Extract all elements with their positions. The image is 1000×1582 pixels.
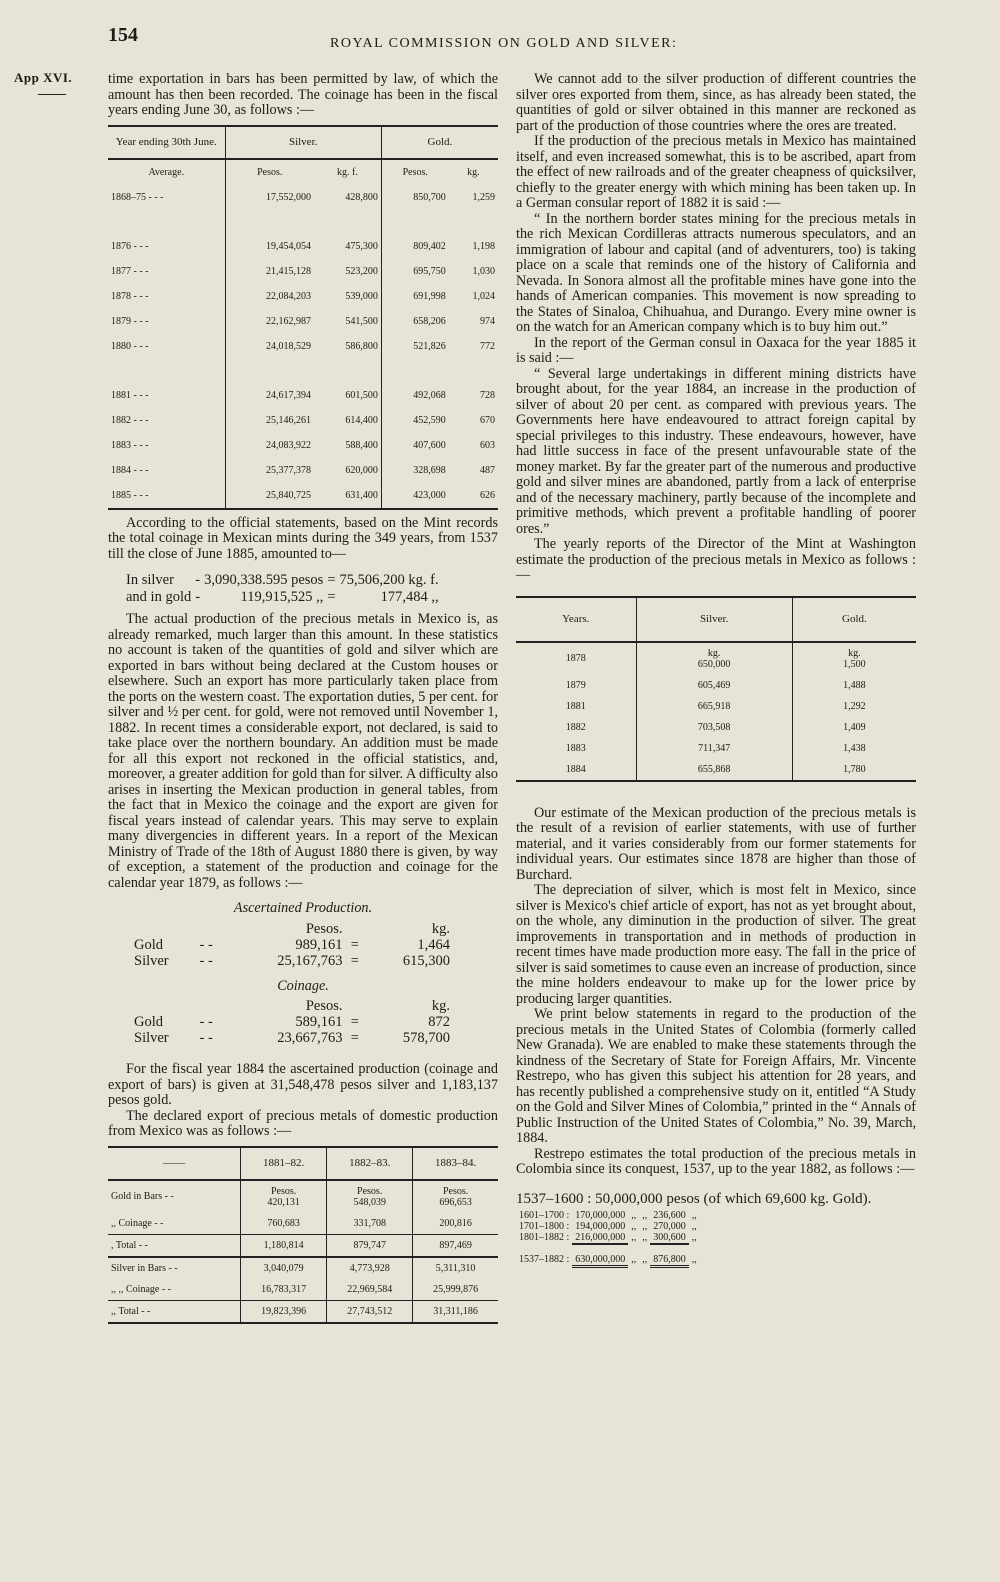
year-cell: 1878 xyxy=(565,653,586,664)
period: 1537–1882 : xyxy=(519,1254,570,1266)
year-cell: 1881 xyxy=(565,700,586,712)
gold-kg-cell: 1,198 xyxy=(472,240,495,252)
row-label: ,, ,, Coinage - - xyxy=(111,1283,171,1295)
value: 655,868 xyxy=(697,763,731,775)
row-label: Silver in Bars - - xyxy=(111,1262,178,1274)
ditto-mark: ,, xyxy=(642,1254,648,1266)
silver-pesos-cell: 22,162,987 xyxy=(225,309,314,334)
year-cell: 1881 - - - xyxy=(111,389,149,401)
unit-label: kg. xyxy=(707,647,721,659)
ditto-mark: ,, xyxy=(431,589,439,605)
page-number: 154 xyxy=(108,24,138,46)
value: 1,180,814 xyxy=(263,1239,304,1251)
gold-pesos-cell: 328,698 xyxy=(381,458,448,483)
year-cell: 1884 - - - xyxy=(111,464,149,476)
gold-kg-cell: 1,030 xyxy=(472,265,495,277)
silver-pesos-cell: 25,377,378 xyxy=(225,458,314,483)
row-label: Gold in Bars - - xyxy=(111,1191,174,1202)
value: 879,747 xyxy=(353,1239,386,1251)
gold-pesos-cell: 521,826 xyxy=(381,334,448,359)
value-cell xyxy=(327,1234,413,1257)
coinage-pesos: 23,667,763 xyxy=(277,1030,343,1046)
spacer-cell xyxy=(108,210,225,234)
value: 1,780 xyxy=(843,763,866,775)
silver-kg-cell: 588,400 xyxy=(345,439,378,451)
mint-estimate-table xyxy=(516,596,916,782)
value: 1,292 xyxy=(843,700,866,712)
mint-table-header-silver: Silver. xyxy=(636,597,792,642)
silver-cell xyxy=(636,696,792,717)
gold-pesos-cell: 407,600 xyxy=(381,433,448,458)
gold-kg-cell: 1,024 xyxy=(472,290,495,302)
ditto-mark: ,, xyxy=(631,1254,637,1266)
period: 1701–1800 : xyxy=(519,1220,570,1232)
silver-pesos-cell: 25,146,261 xyxy=(225,408,314,433)
silver-pesos-cell: 21,415,128 xyxy=(225,259,314,284)
value: 27,743,512 xyxy=(347,1305,393,1317)
right-paragraph-10: Restrepo estimates the total production of the precious metals in Colombia since its conquest, 1537, up to the year 1882, as follows :— xyxy=(516,1145,916,1177)
silver-pesos-cell: 17,552,000 xyxy=(225,185,314,210)
silver-kg-cell: 586,800 xyxy=(345,340,378,352)
table-row xyxy=(108,185,498,210)
value-cell xyxy=(241,1180,327,1213)
value: 1,500 xyxy=(843,658,866,670)
period: 1801–1882 : xyxy=(519,1232,570,1243)
year-cell: 1882 xyxy=(565,721,586,733)
coinage-label: Gold xyxy=(134,1014,163,1030)
gold-pesos-cell: 695,750 xyxy=(381,259,448,284)
gold-cell xyxy=(792,642,916,675)
table-row xyxy=(108,284,498,309)
value: 4,773,928 xyxy=(349,1262,390,1274)
silver-cell xyxy=(636,642,792,675)
spacer-cell xyxy=(314,210,381,234)
coinage-average-label: Average. xyxy=(148,166,185,178)
table-row xyxy=(108,1300,498,1323)
table-row xyxy=(108,1279,498,1301)
ascertained-title: Ascertained Production. xyxy=(233,900,373,916)
table-row xyxy=(108,433,498,458)
spacer-row xyxy=(108,210,498,234)
silver-kg-cell: 428,800 xyxy=(345,191,378,203)
unit-label: kg. xyxy=(848,647,861,659)
silver-cell xyxy=(636,759,792,781)
gold-pesos-cell: 850,700 xyxy=(381,185,448,210)
year-cell: 1880 - - - xyxy=(111,340,149,352)
value-cell xyxy=(241,1213,327,1235)
value: 897,469 xyxy=(439,1239,472,1251)
unit-label: kg. f. xyxy=(336,166,358,178)
margin-rule xyxy=(38,94,66,95)
value-cell xyxy=(241,1234,327,1257)
coinage-row xyxy=(132,1014,452,1030)
right-paragraph-1: We cannot add to the silver production of different countries the silver ores exported from them, since, as has already been stated, the quantities of gold or silver obtained in this manner are reckoned as part of the production of those countries where the ores are treated. xyxy=(516,71,916,134)
right-column xyxy=(516,72,916,1268)
coinage-pesos: 589,161 xyxy=(295,1014,343,1030)
unit-label: Pesos. xyxy=(225,159,314,185)
silver-label: In silver xyxy=(126,572,174,588)
value-cell xyxy=(413,1234,498,1257)
equals-sign: = xyxy=(350,952,359,969)
ditto-mark: ,, xyxy=(642,1232,648,1243)
coinage-table xyxy=(108,125,498,510)
coinage-kg: 578,700 xyxy=(402,1030,450,1046)
spacer-cell xyxy=(314,359,381,383)
table-row xyxy=(108,383,498,408)
gold-kg-cell: 974 xyxy=(480,315,495,327)
silver-kg-cell: 541,500 xyxy=(345,315,378,327)
silver-kg-cell: 539,000 xyxy=(345,290,378,302)
mint-table-header-years: Years. xyxy=(562,612,590,625)
export-table-header: 1881–82. xyxy=(241,1147,327,1180)
ditto-mark: ,, xyxy=(642,1220,648,1232)
value: 1,438 xyxy=(843,742,866,754)
margin-note: App XVI. xyxy=(14,70,73,85)
gold-kg: 177,484 xyxy=(380,589,428,605)
value: 22,969,584 xyxy=(347,1283,393,1295)
value: 1,488 xyxy=(843,679,866,691)
equals-sign: = xyxy=(350,936,359,953)
silver-cell xyxy=(636,717,792,738)
value-cell xyxy=(327,1213,413,1235)
equals-sign: = xyxy=(350,1014,359,1030)
value: 31,311,186 xyxy=(433,1305,478,1317)
silver-kg-cell: 620,000 xyxy=(345,464,378,476)
right-paragraph-9: We print below statements in regard to the production of the precious metals in the United States of Colombia (formerly called New Granada). We are enabled to make these statements through the kindness of the Secretary of State for Foreign Affairs, Mr. Vincente Restrepo, who has given this subject his attention for 28 years, and has recently published a comprehensive study on it, entitled “A Study on the Gold and Silver Mines of Colombia,” printed in the “ Annals of Public Instruction of the United States of Colombia,” No. 39, March, 1884. xyxy=(516,1006,916,1146)
colombia-row xyxy=(516,1210,700,1221)
unit-label: Pesos. xyxy=(381,159,448,185)
period: 1601–1700 : xyxy=(519,1209,570,1221)
mint-table-header-gold: Gold. xyxy=(792,597,916,642)
silver-pesos-cell: 24,617,394 xyxy=(225,383,314,408)
spacer-row xyxy=(516,1244,700,1254)
running-head: ROYAL COMMISSION ON GOLD AND SILVER: xyxy=(330,36,678,51)
export-table-corner: —— xyxy=(163,1156,186,1169)
spacer-cell xyxy=(225,359,314,383)
gold-pesos-cell: 691,998 xyxy=(381,284,448,309)
table-row xyxy=(108,1257,498,1279)
year-cell: 1879 - - - xyxy=(111,315,149,327)
value: 1,409 xyxy=(843,721,866,733)
silver-kg-cell: 631,400 xyxy=(345,489,378,501)
pesos: 170,000,000 xyxy=(575,1209,626,1221)
kg: 270,000 xyxy=(653,1220,686,1232)
kg: 300,600 xyxy=(650,1232,689,1244)
coinage-table-header-year: Year ending 30th June. xyxy=(115,135,217,148)
silver-pesos: 3,090,338.595 pesos xyxy=(204,572,324,588)
unit-label: Pesos. xyxy=(305,920,343,937)
value-cell xyxy=(413,1257,498,1279)
left-paragraph-3: The actual production of the precious metals in Mexico is, as already remarked, much larger than this amount. In these statistics no account is taken of the quantities of gold and silver which are exported in bars without being declared at the Custom houses or elsewhere. Such an export has more particularly taken place from the ports on the western coast. The exportation duties, 5 per cent. for silver and ½ per cent. for gold, were not removed until November 1, 1882. In recent times a considerable export, not declared, is said to take place over the northern boundary. An addition must be made for all this export not reckoned in the official statistics, and, moreover, a greater addition for gold than for silver. A difficulty also arises in inserting the Mexican production in general tables, from the fact that in Mexico the coinage and the export are given for fiscal years instead of calendar years. This may serve to explain many divergencies in different years. In a report of the Mexican Ministry of Trade of the 18th of August 1880 there is given, by way of exception, a statement of the production and coinage for the calendar year 1879, as follows :— xyxy=(108,611,498,891)
value: 548,039 xyxy=(353,1196,386,1208)
right-paragraph-2: If the production of the precious metals in Mexico has maintained itself, and even increased somewhat, this is to be ascribed, apart from the effect of new railroads and of the greater cheapness of quicksilver, chiefly to the greater energy with which mining has been taken up. In a German consular report of 1882 it is said :— xyxy=(516,133,916,211)
value-cell xyxy=(413,1279,498,1301)
coinage-label: Silver xyxy=(134,1030,169,1046)
table-row xyxy=(108,234,498,259)
right-paragraph-3: “ In the northern border states mining for the precious metals in the rich Mexican Cordilleras attracts numerous speculators, and an immigration of labour and capital (and of adventurers, too) is taking place on a scale that reminds one of the history of California and Nevada. In Sonora almost all the profitable mines have gone into the hands of American companies. This movement is now spreading to the States of Sinaloa, Chihuahua, and Durango. Every mine owner is on the watch for an American company which is to buy him out.” xyxy=(516,210,916,335)
value: 3,040,079 xyxy=(263,1262,304,1274)
unit-label: kg. xyxy=(431,998,450,1014)
gold-pesos-cell: 492,068 xyxy=(381,383,448,408)
spacer-cell xyxy=(449,210,498,234)
ascertained-pesos: 989,161 xyxy=(295,936,343,953)
gold-cell xyxy=(792,675,916,696)
right-paragraph-6: The yearly reports of the Director of the Mint at Washington estimate the production of the precious metals in Mexico as follows :— xyxy=(516,536,916,583)
equals-sign: = xyxy=(350,1030,359,1046)
unit-label: kg. xyxy=(431,920,450,937)
ascertained-row xyxy=(132,937,452,953)
value-cell xyxy=(413,1213,498,1235)
ditto-mark: ,, xyxy=(691,1209,697,1221)
right-paragraph-5: “ Several large undertakings in different mining districts have brought about, for the year 1884, an increase in the production of silver of about 20 per cent. as compared with previous years. The Governments here have endeavoured to attract foreign capital by special privileges to this industry. These endeavours, however, have had little success in face of the present unfavourable state of the money market. By far the greater part of the numerous and productive gold and silver mines are abandoned, partly from a lack of enterprise and of the necessary machinery, partly because of the incomplete and primitive methods, which prevent a profitable handling of poorer ores.” xyxy=(516,365,916,537)
ditto-mark: ,, xyxy=(691,1220,697,1232)
colombia-row xyxy=(516,1221,700,1232)
pesos: 630,000,000 xyxy=(572,1254,628,1267)
silver-pesos-cell: 24,018,529 xyxy=(225,334,314,359)
value: 605,469 xyxy=(697,679,731,691)
gold-kg-cell: 626 xyxy=(480,489,495,501)
left-paragraph-2: According to the official statements, based on the Mint records the total coinage in Mexican mints during the 349 years, from 1537 till the close of June 1885, amounted to— xyxy=(108,514,498,562)
silver-kg-cell: 523,200 xyxy=(345,265,378,277)
gold-pesos: 119,915,525 xyxy=(240,589,313,605)
gold-pesos-cell: 809,402 xyxy=(381,234,448,259)
row-label: ,, Coinage - - xyxy=(111,1217,164,1229)
unit-label: Pesos. xyxy=(305,998,343,1014)
value: 16,783,317 xyxy=(261,1283,307,1295)
gold-kg-cell: 603 xyxy=(480,439,495,451)
value-cell xyxy=(413,1300,498,1323)
spacer-cell xyxy=(108,359,225,383)
row-label: ,, Total - - xyxy=(111,1305,151,1317)
unit-label: Pesos. xyxy=(442,1185,469,1197)
left-paragraph-4: For the fiscal year 1884 the ascertained production (coinage and export of bars) is given at 31,548,478 pesos silver and 1,183,137 pesos gold. xyxy=(108,1061,498,1108)
value: 200,816 xyxy=(439,1217,472,1229)
unit-label: Pesos. xyxy=(270,1185,297,1197)
ditto-mark: ,, xyxy=(631,1232,637,1243)
table-row xyxy=(108,483,498,509)
right-paragraph-8: The depreciation of silver, which is most felt in Mexico, since silver is Mexico's chief article of export, has not as yet brought about, on the whole, any diminution in the production of silver. The great improvements in transportation and in methods of production in recent times have made production more easy. The fall in the price of silver is said sometimes to cause even an increase of production, since the mine holders endeavour to make up for the lower price by producing larger quantities. xyxy=(516,882,916,1007)
value: 650,000 xyxy=(697,658,731,670)
left-column xyxy=(108,72,498,1330)
table-row xyxy=(108,309,498,334)
year-cell: 1878 - - - xyxy=(111,290,149,302)
table-row xyxy=(108,408,498,433)
coinage-subtitle: Coinage. xyxy=(277,977,329,994)
spacer-row xyxy=(108,359,498,383)
gold-cell xyxy=(792,738,916,759)
pesos: 216,000,000 xyxy=(572,1232,628,1244)
value: 420,131 xyxy=(267,1196,300,1208)
value: 665,918 xyxy=(697,700,731,712)
gold-kg-cell: 487 xyxy=(480,464,495,476)
colombia-row xyxy=(516,1232,700,1244)
left-paragraph-5: The declared export of precious metals of domestic production from Mexico was as follows :— xyxy=(108,1107,498,1139)
silver-pesos-cell: 25,840,725 xyxy=(225,483,314,509)
equals-sign: = xyxy=(327,572,336,588)
gold-kg-cell: 1,259 xyxy=(472,191,495,203)
year-cell: 1885 - - - xyxy=(111,489,149,501)
ditto-mark: ,, xyxy=(316,589,324,605)
gold-pesos-cell: 452,590 xyxy=(381,408,448,433)
value: 331,708 xyxy=(353,1217,386,1229)
spacer-cell xyxy=(381,210,448,234)
coinage-table-header-silver: Silver. xyxy=(225,126,381,159)
dash: - - xyxy=(199,936,213,953)
dash: - - xyxy=(199,1014,213,1030)
silver-kg-cell: 475,300 xyxy=(345,240,378,252)
coinage-kg: 872 xyxy=(428,1014,450,1030)
year-cell: 1879 xyxy=(565,679,586,691)
gold-pesos-cell: 423,000 xyxy=(381,483,448,509)
export-table xyxy=(108,1146,498,1324)
gold-kg-cell: 728 xyxy=(480,389,495,401)
export-table-header: 1882–83. xyxy=(327,1147,413,1180)
spacer-cell xyxy=(381,359,448,383)
ditto-mark: ,, xyxy=(642,1209,648,1221)
year-cell: 1884 xyxy=(565,763,586,775)
value-cell xyxy=(241,1300,327,1323)
value-cell xyxy=(413,1180,498,1213)
silver-kg-cell: 614,400 xyxy=(345,414,378,426)
table-row xyxy=(516,696,916,717)
silver-pesos-cell: 22,084,203 xyxy=(225,284,314,309)
export-table-header: 1883–84. xyxy=(413,1147,498,1180)
spacer-cell xyxy=(516,1244,572,1254)
coinage-1879-table xyxy=(132,998,452,1046)
silver-cell xyxy=(636,738,792,759)
spacer-cell xyxy=(449,359,498,383)
kg: 236,600 xyxy=(653,1209,686,1221)
gold-cell xyxy=(792,717,916,738)
year-cell: 1868–75 - - - xyxy=(111,191,164,203)
value: 711,347 xyxy=(698,742,731,754)
table-row xyxy=(108,458,498,483)
year-cell: 1883 xyxy=(565,742,586,754)
table-row xyxy=(516,738,916,759)
year-cell: 1876 - - - xyxy=(111,240,149,252)
gold-kg-cell: 670 xyxy=(480,414,495,426)
value: 703,508 xyxy=(697,721,731,733)
gold-cell xyxy=(792,696,916,717)
table-row xyxy=(108,1234,498,1257)
value-cell xyxy=(327,1257,413,1279)
dash: - - xyxy=(199,952,213,969)
dash: - - xyxy=(199,1030,213,1046)
equals-sign: = xyxy=(327,589,336,605)
gold-cell xyxy=(792,759,916,781)
year-cell: 1883 - - - xyxy=(111,439,149,451)
value: 25,999,876 xyxy=(433,1283,479,1295)
value: 696,653 xyxy=(439,1196,472,1208)
ascertained-label: Silver xyxy=(134,952,169,969)
ditto-mark: ,, xyxy=(631,1220,637,1232)
value-cell xyxy=(241,1257,327,1279)
ascertained-pesos: 25,167,763 xyxy=(277,952,343,969)
colombia-total-row xyxy=(516,1254,700,1267)
ditto-mark: ,, xyxy=(691,1232,697,1243)
value-cell xyxy=(241,1279,327,1301)
right-paragraph-4: In the report of the German consul in Oaxaca for the year 1885 it is said :— xyxy=(516,334,916,366)
ascertained-table xyxy=(132,921,452,969)
silver-kg: 75,506,200 kg. f. xyxy=(339,572,439,588)
gold-pesos-cell: 658,206 xyxy=(381,309,448,334)
silver-kg-cell: 601,500 xyxy=(345,389,378,401)
colombia-production xyxy=(516,1188,916,1268)
left-paragraph-1: time exportation in bars has been permitted by law, of which the amount has then been recorded. The coinage has been in the fiscal years ending June 30, as follows :— xyxy=(108,71,498,118)
value: 5,311,310 xyxy=(435,1262,476,1274)
spacer-cell xyxy=(225,210,314,234)
row-label: , Total - - xyxy=(111,1239,148,1251)
ditto-mark: ,, xyxy=(691,1254,697,1266)
unit-label: Pesos. xyxy=(357,1185,383,1197)
table-row xyxy=(108,259,498,284)
year-cell: 1882 - - - xyxy=(111,414,149,426)
table-row xyxy=(108,334,498,359)
ascertained-kg: 615,300 xyxy=(402,952,450,969)
table-row xyxy=(108,1213,498,1235)
colombia-first-line: 1537–1600 : 50,000,000 pesos (of which 69,600 kg. Gold). xyxy=(516,1190,872,1207)
coinage-row xyxy=(132,1030,452,1046)
right-paragraph-7: Our estimate of the Mexican production of the precious metals is the result of a revision of earlier statements, with use of further material, and it varies considerably from our former statements for individual years. Our estimates since 1878 are higher than those of Burchard. xyxy=(516,804,916,883)
gold-label: and in gold xyxy=(126,589,192,605)
silver-pesos-cell: 19,454,054 xyxy=(225,234,314,259)
table-row xyxy=(108,1180,498,1213)
pesos: 194,000,000 xyxy=(575,1220,626,1232)
year-cell: 1877 - - - xyxy=(111,265,149,277)
ascertained-row xyxy=(132,953,452,969)
gold-kg-cell: 772 xyxy=(480,340,495,352)
value-cell xyxy=(327,1279,413,1301)
value-cell xyxy=(327,1180,413,1213)
table-row xyxy=(516,759,916,781)
ditto-mark: ,, xyxy=(631,1209,637,1221)
kg: 876,800 xyxy=(650,1254,689,1267)
silver-cell xyxy=(636,675,792,696)
table-row xyxy=(516,642,916,675)
table-row xyxy=(516,675,916,696)
unit-label: kg. xyxy=(467,166,480,178)
coinage-total: In silver - 3,090,338.595 pesos = 75,506,200 kg. f. and in gold - 119,915,525 ,, = 177,484 ,, xyxy=(126,572,439,605)
silver-pesos-cell: 24,083,922 xyxy=(225,433,314,458)
value: 760,683 xyxy=(267,1217,300,1229)
ascertained-label: Gold xyxy=(134,936,163,953)
coinage-table-header-gold: Gold. xyxy=(381,126,498,159)
ascertained-kg: 1,464 xyxy=(417,936,450,953)
value-cell xyxy=(327,1300,413,1323)
table-row xyxy=(516,717,916,738)
value: 19,823,396 xyxy=(261,1305,307,1317)
